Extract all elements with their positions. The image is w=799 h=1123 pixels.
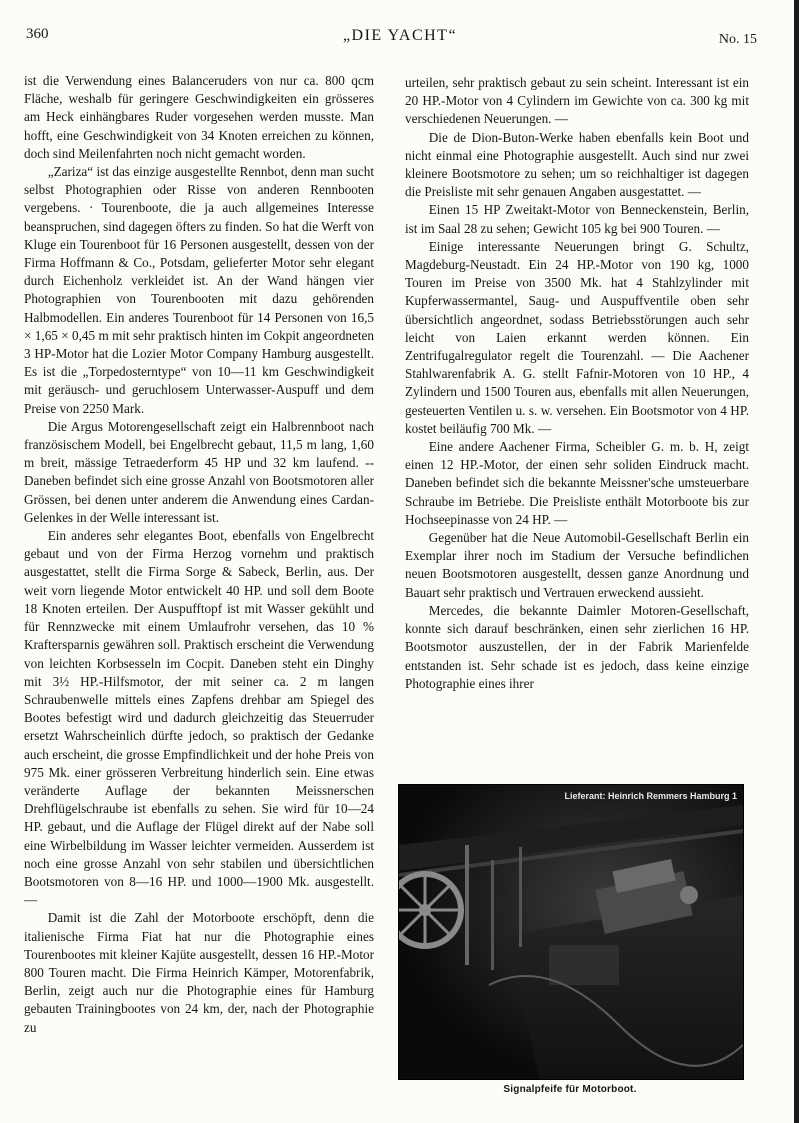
paragraph: Eine andere Aachener Firma, Scheibler G. m. b. H, zeigt einen 12 HP.-Motor, der einen sehr soliden Eindruck macht. Daneben befindet sich die bekannte Meissner'sche umsteuerbare Schraube im Betriebe. Die Preisliste enthält Motorboote bis zur Hochseepinasse von 24 HP. — — [405, 439, 749, 527]
page-number: 360 — [26, 26, 49, 42]
figure-caption: Signalpfeife für Motorboot. — [503, 1084, 637, 1095]
paragraph: Die de Dion-Buton-Werke haben ebenfalls kein Boot und nicht einmal eine Photographie ausgestellt. Auch sind nur zwei kleinere Bootsmotore zu sehen; um so reichhaltiger ist dagegen die Preisliste mit sehr genauen Angaben ausgestattet. — — [405, 129, 749, 200]
paragraph: Einige interessante Neuerungen bringt G. Schultz, Magdeburg-Neustadt. Ein 24 HP.-Motor von 190 kg, 1000 Touren im Preise von 3500 Mk. hat 4 Stahlzylinder mit Kupferwassermantel, Saug- und Auspuffventile oben sehr übersichtlich angeordnet, sodass Betriebsstörungen auch sehr leicht von Laien erkannt werden können. Ein Zentrifugalregulator regelt die Tourenzahl. — Die Aachener Stahlwarenfabrik A. G. stellt Fafnir-Motoren von 10 HP., 4 Zylindern und 1500 Touren aus, ebenfalls mit allen Neuerungen, gesteuerten Ventilen u. s. w. versehen. Ein Bootsmotor von 4 HP. kostet beiläufig 700 Mk. — — [405, 238, 749, 436]
left-column — [24, 72, 374, 1037]
paragraph: „Zariza“ ist das einzige ausgestellte Rennbot, denn man sucht selbst Photographien oder Risse von anderen Rennbooten vergebens. · Tourenboote, die ja auch allgemeines Interesse beanspruchen, sind dagegen öfters zu finden. So hat die Werft von Kluge ein Tourenboot für 16 Personen ausgestellt, dessen von der Firma Hoffmann & Co., Potsdam, gelieferter Motor sehr elegant durch Eichenholz verkleidet ist. An der Wand hängen vier Photographien von Tourenbooten mit dazu gehörenden Halbmodellen. Ein anderes Tourenboot für 14 Personen von 16,5 × 1,65 × 0,45 m mit sehr praktisch hinten im Cokpit angeordneten 3 HP-Motor hat die Lozier Motor Company Hamburg ausgestellt. Es ist die „Torpedosterntype“ von 10—11 km Geschwindigkeit mit geräusch- und geruchlosem Unterwasser-Auspuff und dem Preise von 2250 Mark. — [24, 164, 374, 416]
page-edge-shadow — [794, 0, 799, 1123]
paragraph: Mercedes, die bekannte Daimler Motoren-Gesellschaft, konnte sich darauf beschränken, einen sehr zierlichen 16 HP. Bootsmotor auszustellen, der in der Fabrik Marienfelde entstanden ist. Sehr schade ist es jedoch, dass keine einzige Photographie eines ihrer — [405, 602, 749, 691]
paragraph: Die Argus Motorengesellschaft zeigt ein Halbrennboot nach französischem Modell, bei Engelbrecht gebaut, 11,5 m lang, 1,60 m breit, mässige Tetraederform 45 HP und 32 km laufend. -- Daneben befindet sich eine grosse Anzahl von Bootsmotoren aller Grössen, bei denen unter anderem die Anwendung eines Cardan-Gelenkes in der Welle interessant ist. — [24, 418, 374, 525]
paragraph: urteilen, sehr praktisch gebaut zu sein scheint. Interessant ist ein 20 HP.-Motor von 4 Cylindern im Gewichte von ca. 300 kg mit verschiedenen Neuerungen. — — [405, 75, 749, 127]
issue-number: No. 15 — [718, 32, 757, 47]
running-title: „DIE YACHT“ — [342, 27, 458, 44]
photo-illustration — [399, 785, 743, 1079]
paragraph: Einen 15 HP Zweitakt-Motor von Benneckenstein, Berlin, ist im Saal 28 zu sehen; Gewicht 105 kg bei 900 Touren. — — [405, 202, 749, 236]
boat-photograph — [398, 784, 744, 1080]
paragraph: Damit ist die Zahl der Motorboote erschöpft, denn die italienische Firma Fiat hat nur die Photographie eines Tourenbootes mit kleiner Kajüte ausgestellt, dessen 16 HP.-Motor 800 Touren macht. Die Firma Heinrich Kämper, Motorenfabrik, Berlin, zeigt auch nur die Photographie eines für Hamburg gebauten Trainingbootes von 24 km, der, nach der Photographie zu — [24, 910, 374, 1035]
paragraph: Gegenüber hat die Neue Automobil-Gesellschaft Berlin ein Exemplar ihrer noch im Stadium der Versuche befindlichen neuen Bootsmotoren ausgestellt, dessen ganze Anordnung und Bauart sehr praktisch und Vertrauen erweckend aussieht. — [405, 530, 749, 600]
paragraph: Ein anderes sehr elegantes Boot, ebenfalls von Engelbrecht gebaut und von der Firma Herzog vornehm und praktisch ausgestattet, stellt die Firma Sorge & Sabeck, Berlin, aus. Der weit vorn liegende Motor entwickelt 40 HP. und soll dem Boote 18 Knoten erteilen. Der Auspufftopf ist mit Wasser gekühlt und für Rennzwecke mit einem Umlaufrohr versehen, das 10 % Kraftersparnis gewähren soll. Praktisch erscheint die Verwendung von leichten Korbsesseln im Cocpit. Daneben steht ein Dinghy mit 3½ HP.-Hilfsmotor, der mit seiner ca. 2 m langen Schraubenwelle mittels eines Zapfens drehbar am Spiegel des Bootes befestigt wird und dadurch gleichzeitig das Steuerruder ersetzt Wahrscheinlich dürfte jedoch, so praktisch der Gedanke auch erscheint, die grosse Empfindlichkeit und der hohe Preis von 975 Mk. einer grösseren Verbreitung hinderlich sein. Eine etwas veränderte Auflage der bekannten Meissnerschen Drehflügelschraube ist ebenfalls zu sehen. Sie wird für 10—24 HP. gebaut, und die Auflage der Flügel direkt auf der Nabe soll eine Wirbelbildung im Wasser leichter vermeiden. Ausserdem ist noch eine grosse Anzahl von sehr stabilen und übersichtlichen Bootsmotoren von 8—16 HP. und 1000—1900 Mk. ausgestellt. — — [24, 528, 374, 908]
right-column — [405, 74, 749, 693]
paragraph: ist die Verwendung eines Balanceruders von nur ca. 800 qcm Fläche, weshalb für geringere Geschwindigkeiten ein grösseres am Heck einhängbares Ruder vorgesehen werden musste. Man hofft, eine Geschwindigkeit von 34 Knoten erreichen zu können, doch sind Meilenfahrten noch nicht gemacht worden. — [24, 73, 374, 161]
photo-credit: Lieferant: Heinrich Remmers Hamburg 1 — [564, 791, 737, 801]
